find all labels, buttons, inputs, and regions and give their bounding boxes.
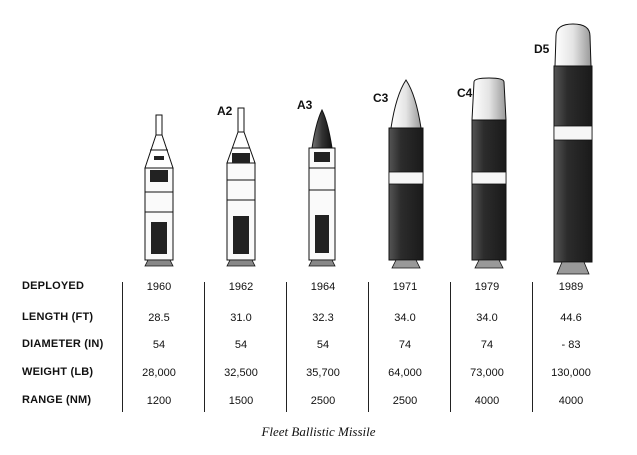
cell-diameter: - 83: [561, 339, 581, 351]
cell-length: 44.6: [560, 312, 582, 324]
cell-range: 2500: [310, 395, 336, 407]
cell-range: 1500: [228, 395, 254, 407]
cell-weight: 35,700: [306, 367, 340, 379]
figure-caption: Fleet Ballistic Missile: [261, 424, 376, 439]
cell-deployed: 1960: [146, 281, 172, 293]
column-divider: [204, 282, 205, 412]
cell-diameter: 54: [152, 339, 166, 351]
cell-diameter: 74: [398, 339, 412, 351]
cell-range: 4000: [474, 395, 500, 407]
cell-deployed: 1971: [392, 281, 418, 293]
cell-diameter: 74: [480, 339, 494, 351]
cell-length: 34.0: [476, 312, 498, 324]
cell-range: 1200: [146, 395, 172, 407]
row-label-range: RANGE (NM): [22, 394, 92, 406]
missile-c4: [472, 78, 506, 268]
missile-d5: [554, 24, 592, 274]
missile-label-a3: A3: [297, 98, 313, 112]
cell-weight: 73,000: [470, 367, 504, 379]
missile-c3: [389, 80, 423, 268]
cell-length: 34.0: [394, 312, 416, 324]
cell-diameter: 54: [234, 339, 248, 351]
cell-deployed: 1962: [228, 281, 254, 293]
cell-deployed: 1979: [474, 281, 500, 293]
missile-a3: [309, 110, 335, 266]
column-divider: [122, 282, 123, 412]
column-divider: [532, 282, 533, 412]
cell-length: 32.3: [312, 312, 334, 324]
row-label-deployed: DEPLOYED: [22, 280, 85, 292]
cell-weight: 130,000: [551, 367, 591, 379]
cell-range: 2500: [392, 395, 418, 407]
missile-label-a2: A2: [217, 104, 233, 118]
missile-label-c3: C3: [373, 91, 389, 105]
missile-label-c4: C4: [457, 86, 473, 100]
row-label-length: LENGTH (FT): [22, 311, 94, 323]
cell-deployed: 1989: [558, 281, 584, 293]
row-label-diameter: DIAMETER (IN): [22, 338, 104, 350]
missile-label-d5: D5: [534, 42, 550, 56]
cell-length: 31.0: [230, 312, 252, 324]
cell-weight: 64,000: [388, 367, 422, 379]
row-label-weight: WEIGHT (LB): [22, 366, 94, 378]
column-divider: [368, 282, 369, 412]
column-divider: [286, 282, 287, 412]
cell-diameter: 54: [316, 339, 330, 351]
cell-deployed: 1964: [310, 281, 336, 293]
missile-a1: [145, 115, 173, 266]
missile-a2: [227, 108, 255, 266]
cell-length: 28.5: [148, 312, 170, 324]
cell-weight: 28,000: [142, 367, 176, 379]
cell-weight: 32,500: [224, 367, 258, 379]
cell-range: 4000: [558, 395, 584, 407]
column-divider: [450, 282, 451, 412]
